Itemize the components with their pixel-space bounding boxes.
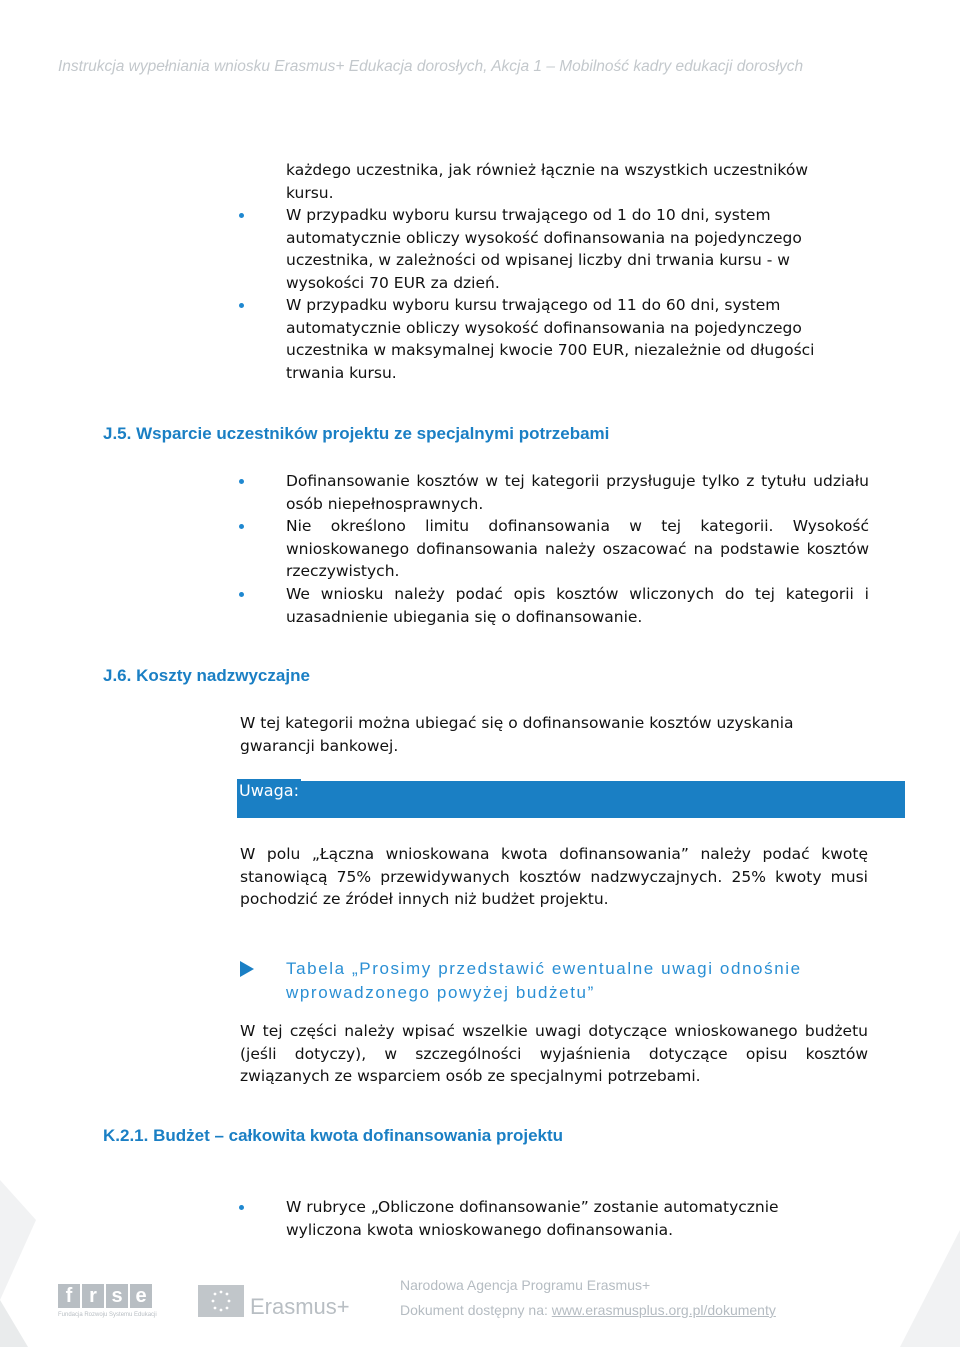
note-banner bbox=[237, 781, 905, 818]
bullet-text: każdego uczestnika, jak również łącznie na wszystkich uczestników kursu. bbox=[286, 161, 809, 202]
list-item bbox=[286, 159, 846, 204]
section-heading-j6: J.6. Koszty nadzwyczajne bbox=[103, 666, 310, 685]
bullet-text: We wniosku należy podać opis kosztów wliczonych do tej kategorii i uzasadnienie ubiegania się o dofinansowanie. bbox=[286, 585, 869, 626]
list-item bbox=[286, 1196, 826, 1241]
bullet-text: W przypadku wyboru kursu trwającego od 11 do 60 dni, system automatycznie obliczy wysokość dofinansowania na pojedynczego uczestnika w maksymalnej kwocie 700 EUR, niezależnie od długości trwania kursu. bbox=[286, 296, 815, 382]
section-heading-k21: K.2.1. Budżet – całkowita kwota dofinansowania projektu bbox=[103, 1126, 564, 1145]
eu-flag-icon bbox=[198, 1285, 244, 1317]
bullet-icon bbox=[239, 1205, 244, 1210]
list-item bbox=[286, 515, 869, 583]
bullet-icon bbox=[239, 303, 244, 308]
bullet-text: Nie określono limitu dofinansowania w tej kategorii. Wysokość wnioskowanego dofinansowania należy oszacować na podstawie kosztów rzeczywistych. bbox=[286, 517, 869, 581]
paragraph: W tej kategorii można ubiegać się o dofinansowanie kosztów uzyskania gwarancji bankowej. bbox=[240, 714, 794, 755]
bullet-text: W rubryce „Obliczone dofinansowanie” zostanie automatycznie wyliczona kwota wnioskowanego dofinansowania. bbox=[286, 1198, 779, 1239]
footer-doc-line bbox=[400, 1302, 776, 1318]
note-label: Uwaga: bbox=[239, 781, 299, 800]
note-text: W polu „Łączna wnioskowana kwota dofinansowania” należy podać kwotę stanowiącą 75% przewidywanych kosztów nadzwyczajnych. 25% kwoty musi pochodzić ze źródeł innych niż budżet projektu. bbox=[240, 845, 868, 909]
paragraph: W tej części należy wpisać wszelkie uwagi dotyczące wnioskowanego budżetu (jeśli dotyczy), w szczególności wyjaśnienia dotyczące opisu kosztów związanych ze wsparciem osób ze specjalnymi potrzebami. bbox=[240, 1022, 868, 1086]
list-item bbox=[286, 583, 869, 628]
page-header-title: Instrukcja wypełniania wniosku Erasmus+ Edukacja dorosłych, Akcja 1 – Mobilność kadry edukacji dorosłych bbox=[58, 58, 804, 75]
bullet-text: W przypadku wyboru kursu trwającego od 1 do 10 dni, system automatycznie obliczy wysokość dofinansowania na pojedynczego uczestnika, w zależności od wpisanej liczby dni trwania kursu - w wysokości 70 EUR za dzień. bbox=[286, 206, 802, 292]
frse-logo-subtitle: Fundacja Rozwoju Systemu Edukacji bbox=[58, 1312, 157, 1318]
list-item bbox=[286, 470, 869, 515]
list-item bbox=[286, 294, 870, 384]
footer-doc-label: Dokument dostępny na: bbox=[400, 1302, 552, 1318]
bullet-text: Dofinansowanie kosztów w tej kategorii przysługuje tylko z tytułu udziału osób niepełnosprawnych. bbox=[286, 472, 869, 513]
corner-decoration-icon bbox=[0, 1180, 40, 1347]
footer-doc-link[interactable]: www.erasmusplus.org.pl/dokumenty bbox=[551, 1302, 776, 1318]
bullet-icon bbox=[239, 213, 244, 218]
list-item bbox=[286, 204, 846, 294]
bullet-icon bbox=[239, 479, 244, 484]
bullet-icon bbox=[239, 524, 244, 529]
subsection-title: Tabela „Prosimy przedstawić ewentualne uwagi odnośnie wprowadzonego powyżej budżetu” bbox=[286, 959, 802, 1002]
frse-logo: f r s e Fundacja Rozwoju Systemu Edukacji bbox=[58, 1285, 157, 1318]
bullet-icon bbox=[239, 592, 244, 597]
footer-agency: Narodowa Agencja Programu Erasmus+ bbox=[400, 1277, 651, 1293]
corner-decoration-icon bbox=[880, 1230, 960, 1347]
arrow-right-icon bbox=[240, 961, 254, 977]
erasmus-logo-text: Erasmus+ bbox=[250, 1294, 350, 1319]
section-heading-j5: J.5. Wsparcie uczestników projektu ze specjalnymi potrzebami bbox=[103, 424, 610, 443]
